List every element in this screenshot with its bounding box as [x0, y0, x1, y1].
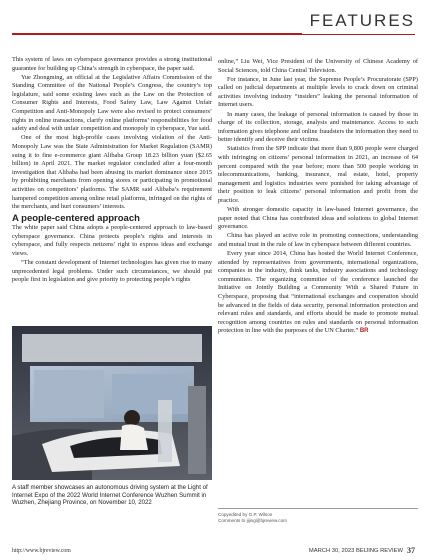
photo-caption: A staff member showcases an autonomous driving system at the Light of Internet Expo of the 2022 World Internet Conference Wuzhen Summit in Wuzhen, Zhejiang Province, on November 10, 2022 [12, 484, 208, 507]
section-subhead: A people-centered approach [12, 212, 140, 224]
left-column [12, 56, 212, 285]
right-column [218, 58, 418, 337]
body-paragraph: One of the most high-profile cases involving violation of the Anti-Monopoly Law was the State Administration for Market Regulation (SAMR) suing it to fine e-commerce giant Alibaba Group 18.23 billion yuan ($2.65 billion) in April 2021. The market regulator concluded after a four-month investigation that Alibaba had been abusing its market dominance since 2015 by prohibiting merchants from opening stores or participating in promotional activities on competitors’ platforms. The SAMR said Alibaba’s requirement hampered competition among online retail platforms, infringed on the rights of the merchants, and hurt consumers’ interests. [12, 134, 212, 211]
footer-issue: MARCH 30, 2023 BEIJING REVIEW [308, 548, 403, 554]
body-paragraph: The white paper said China adopts a people-centered approach to law-based cyberspace governance. China protects people’s rights and interests in cyberspace, and fully respects netizens’ right to express ideas and exchange views. [12, 224, 212, 258]
body-paragraph: online,” Liu Wei, Vice President of the University of Chinese Academy of Social Sciences, told China Central Television. [218, 58, 418, 74]
body-paragraph: This system of laws on cyberspace governance provides a strong institutional guarantee for building up China’s strength in cyberspace, the paper said. [12, 56, 212, 72]
body-paragraph: With stronger domestic capacity in law-based Internet governance, the paper noted that China has contributed ideas and solutions to global Internet governance. [218, 206, 418, 231]
section-label: FEATURES [302, 10, 415, 34]
photo-illustration [12, 326, 212, 480]
body-paragraph: Statistics from the SPP indicate that more than 9,800 people were charged with infringing on citizens’ personal information in 2021, an increase of 64 percent compared with the year before; more than 500 people working in telecommunications, banking, insurance, real estate, hotel, property management and logistics industries were punished for taking advantage of their position to leak citizens’ personal information and profit from the practice. [218, 145, 418, 204]
end-mark: BR [359, 328, 369, 335]
closing-paragraph-text: Every year since 2014, China has hosted the World Internet Conference, attended by representatives from governments, international organizations, companies in the industry, think tanks, industry associations and technology communities. The organizing committee of the conference launched the Initiative on Jointly Building a Community With a Shared Future in Cyberspace, proposing that “international exchanges and cooperation should be advanced in the fields of data security, personal information protection and relevant rules and standards, and efforts should be made to promote mutual recognition among countries on rules and standards on personal information protection in line with the purposes of the UN Charter.” [218, 250, 418, 335]
page-header [12, 6, 415, 46]
body-paragraph: In many cases, the leakage of personal information is caused by those in charge of its collection, storage, analysis and maintenance. Access to such information gives telephone and online fraudsters the information they need to better identify and deceive their victims. [218, 110, 418, 144]
credits [218, 508, 418, 524]
body-paragraph: China has played an active role in promoting connections, understanding and mutual trust in the rule of law in cyberspace between different countries. [218, 232, 418, 248]
body-paragraph [218, 250, 418, 336]
body-paragraph: Yue Zhongming, an official at the Legislative Affairs Commission of the Standing Committee of the National People’s Congress, the country’s top legislature, said some existing laws such as the Law on the Protection of Consumer Rights and Interests, Food Safety Law, Law Against Unfair Competition and Anti-Monopoly Law were also revised to protect consumers’ rights in online transactions, clarify online platforms’ responsibilities for food safety and deal with unfair competition and monopoly in cyberspace, Yue said. [12, 73, 212, 133]
expo-photo [12, 326, 212, 480]
copyedit-credit: Copyedited by G.P. Wilson [218, 512, 273, 517]
page-footer [12, 544, 415, 554]
body-paragraph: For instance, in June last year, the Supreme People’s Procuratorate (SPP) called on judicial departments at multiple levels to crack down on criminal activities involving industry “insiders” leaking the personal information of Internet users. [218, 75, 418, 109]
page-number: 37 [407, 546, 415, 555]
footer-url[interactable]: http://www.bjreview.com [12, 548, 71, 554]
body-paragraph: “The constant development of Internet technologies has given rise to many unprecedented legal problems. Under such circumstances, we should put people first in legislation and give priority to protecting people’s rights [12, 259, 212, 284]
comments-email: Comments to jijing@bjreview.com [218, 518, 287, 523]
